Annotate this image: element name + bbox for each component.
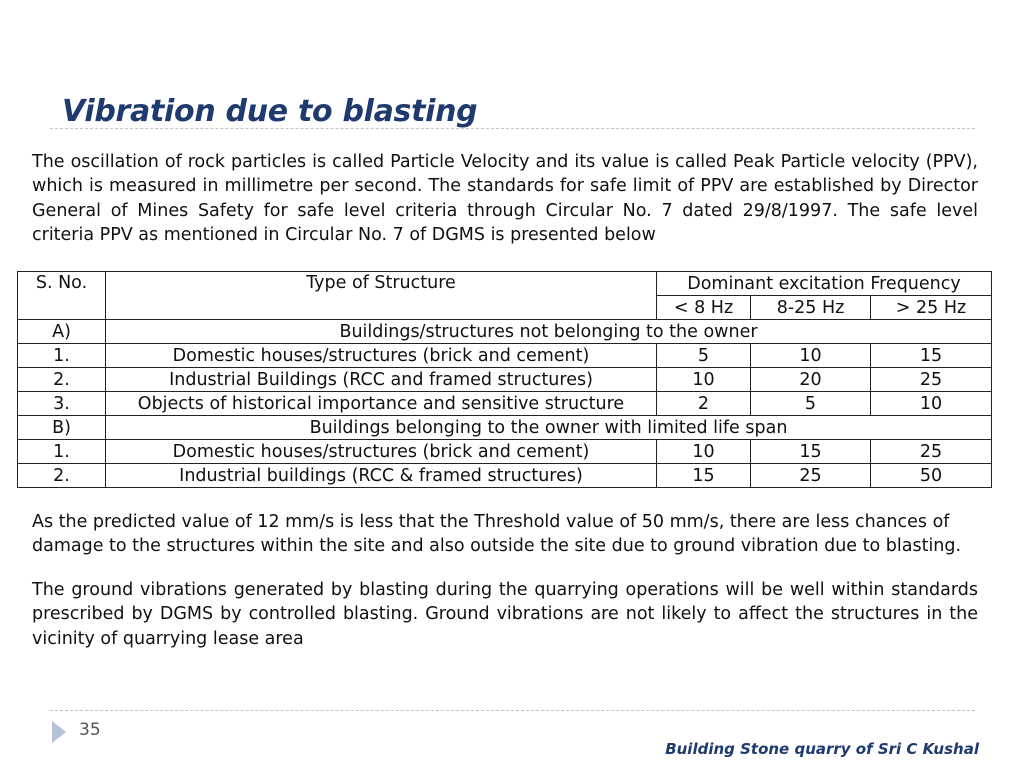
cell-high: 25	[871, 440, 992, 464]
conclusion-paragraph-1: As the predicted value of 12 mm/s is less that the Threshold value of 50 mm/s, there are less chances of damage to the structures within the site and also outside the site due to ground vibration due to blasting.	[32, 512, 962, 557]
cell-mid: 25	[751, 464, 871, 488]
header-freq-mid: 8-25 Hz	[751, 296, 871, 320]
section-label: B)	[18, 416, 106, 440]
cell-low: 10	[657, 368, 751, 392]
section-row-a	[18, 320, 992, 344]
table-row	[18, 392, 992, 416]
slide-title: Vibration due to blasting	[62, 94, 478, 129]
table-row	[18, 464, 992, 488]
cell-sno: 1.	[18, 344, 106, 368]
cell-sno: 1.	[18, 440, 106, 464]
cell-high: 25	[871, 368, 992, 392]
cell-mid: 10	[751, 344, 871, 368]
cell-type: Industrial Buildings (RCC and framed structures)	[106, 368, 657, 392]
cell-low: 2	[657, 392, 751, 416]
footer-text: Building Stone quarry of Sri C Kushal	[665, 740, 979, 758]
header-freq-high: > 25 Hz	[871, 296, 992, 320]
page-number: 35	[79, 720, 101, 740]
intro-paragraph: The oscillation of rock particles is called Particle Velocity and its value is called Peak Particle velocity (PPV), which is measured in millimetre per second. The standards for safe limit of PPV are established by Director General of Mines Safety for safe level criteria through Circular No. 7 dated 29/8/1997. The safe level criteria PPV as mentioned in Circular No. 7 of DGMS is presented below	[32, 152, 978, 245]
footer-divider	[50, 710, 975, 711]
cell-high: 15	[871, 344, 992, 368]
cell-type: Domestic houses/structures (brick and cement)	[106, 440, 657, 464]
header-type: Type of Structure	[106, 272, 657, 320]
header-sno: S. No.	[18, 272, 106, 320]
triangle-arrow-icon	[52, 721, 66, 743]
table-row	[18, 344, 992, 368]
header-freq-low: < 8 Hz	[657, 296, 751, 320]
cell-type: Industrial buildings (RCC & framed structures)	[106, 464, 657, 488]
cell-sno: 2.	[18, 464, 106, 488]
cell-low: 10	[657, 440, 751, 464]
cell-high: 50	[871, 464, 992, 488]
cell-sno: 2.	[18, 368, 106, 392]
cell-high: 10	[871, 392, 992, 416]
section-label: A)	[18, 320, 106, 344]
section-title: Buildings belonging to the owner with limited life span	[106, 416, 992, 440]
cell-low: 15	[657, 464, 751, 488]
cell-sno: 3.	[18, 392, 106, 416]
cell-type: Domestic houses/structures (brick and cement)	[106, 344, 657, 368]
cell-low: 5	[657, 344, 751, 368]
section-title: Buildings/structures not belonging to the owner	[106, 320, 992, 344]
cell-mid: 5	[751, 392, 871, 416]
title-divider	[50, 128, 975, 129]
conclusion-paragraph-2: The ground vibrations generated by blasting during the quarrying operations will be well within standards prescribed by DGMS by controlled blasting. Ground vibrations are not likely to affect the structures in the vicinity of quarrying lease area	[32, 580, 978, 649]
table-row	[18, 368, 992, 392]
cell-type: Objects of historical importance and sensitive structure	[106, 392, 657, 416]
table-row	[18, 440, 992, 464]
cell-mid: 15	[751, 440, 871, 464]
header-frequency: Dominant excitation Frequency	[657, 272, 992, 296]
ppv-criteria-table	[17, 271, 992, 488]
table-header-row	[18, 272, 992, 296]
section-row-b	[18, 416, 992, 440]
cell-mid: 20	[751, 368, 871, 392]
